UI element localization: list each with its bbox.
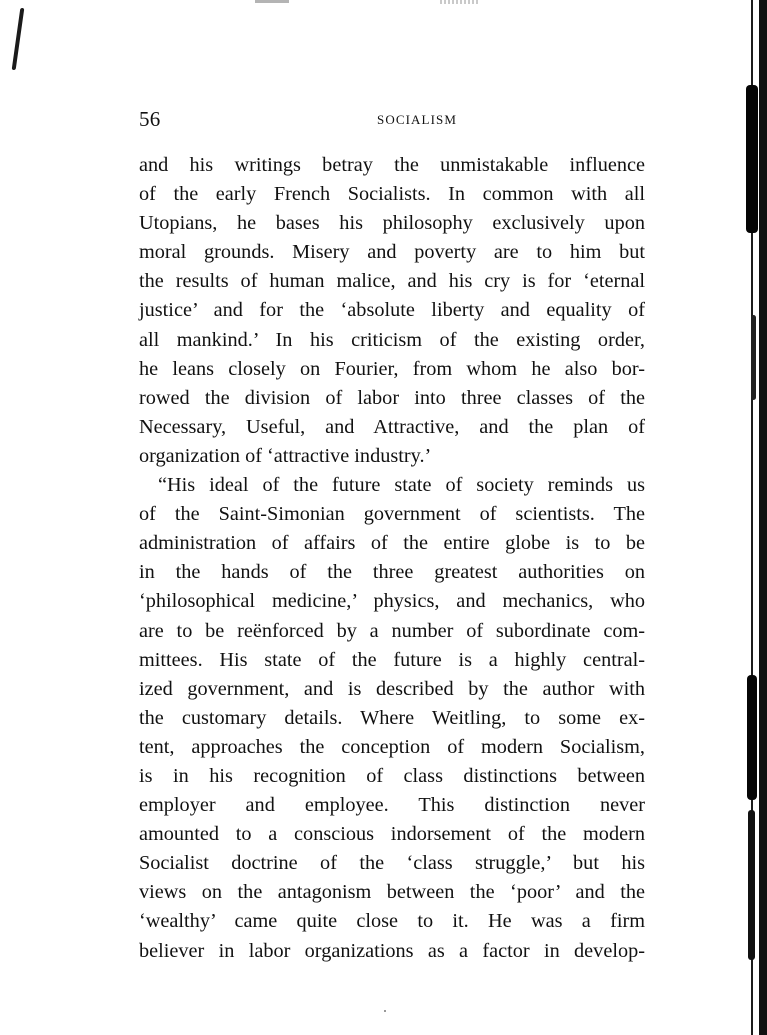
text-line: the results of human malice, and his cry is for ‘eternal — [139, 270, 645, 293]
text-line: is in his recognition of class distinctions between — [139, 764, 645, 787]
text-line: believer in labor organizations as a factor in develop- — [139, 939, 645, 962]
text-line: ized government, and is described by the author with — [139, 677, 645, 700]
text-line: in the hands of the three greatest authorities on — [139, 561, 645, 584]
text-line: rowed the division of labor into three classes of the — [139, 386, 645, 409]
body-text — [139, 151, 645, 966]
text-line: the customary details. Where Weitling, to some ex- — [139, 706, 645, 729]
text-line: he leans closely on Fourier, from whom he also bor- — [139, 357, 645, 380]
text-line: Socialist doctrine of the ‘class struggle,’ but his — [139, 852, 645, 875]
text-line: are to be reënforced by a number of subordinate com- — [139, 619, 645, 642]
text-line: ‘wealthy’ came quite close to it. He was a firm — [139, 910, 645, 933]
paragraph-end-line: organization of ‘attractive industry.’ — [139, 444, 432, 467]
page-number: 56 — [139, 107, 161, 131]
text-line: of the early French Socialists. In common with all — [139, 183, 645, 206]
scan-smudge — [440, 0, 478, 4]
page-edge-shadow — [747, 675, 757, 800]
text-line: amounted to a conscious indorsement of the modern — [139, 823, 645, 846]
text-line: tent, approaches the conception of modern Socialism, — [139, 735, 645, 758]
text-line: all mankind.’ In his criticism of the existing order, — [139, 328, 645, 351]
text-line: ‘philosophical medicine,’ physics, and mechanics, who — [139, 590, 645, 613]
text-line: administration of affairs of the entire globe is to be — [139, 532, 645, 555]
text-line: employer and employee. This distinction never — [139, 794, 645, 817]
page-edge-shadow — [751, 315, 756, 400]
paragraph-start-line: “His ideal of the future state of society reminds us — [158, 474, 645, 497]
text-line: mittees. His state of the future is a highly central- — [139, 648, 645, 671]
text-line: and his writings betray the unmistakable influence — [139, 154, 645, 176]
scan-speck — [384, 1010, 386, 1012]
text-line: Necessary, Useful, and Attractive, and the plan of — [139, 415, 645, 438]
page-edge-shadow — [746, 85, 758, 233]
text-line: of the Saint-Simonian government of scientists. The — [139, 503, 645, 526]
page-header — [139, 107, 645, 131]
scan-margin-mark — [12, 8, 25, 70]
text-line: moral grounds. Misery and poverty are to him but — [139, 241, 645, 264]
scan-smudge — [255, 0, 289, 3]
running-head: SOCIALISM — [377, 112, 457, 127]
text-line: views on the antagonism between the ‘poor’ and the — [139, 881, 645, 904]
page-edge-shadow — [748, 810, 755, 960]
text-line: justice’ and for the ‘absolute liberty and equality of — [139, 299, 645, 322]
text-line: Utopians, he bases his philosophy exclusively upon — [139, 212, 645, 235]
